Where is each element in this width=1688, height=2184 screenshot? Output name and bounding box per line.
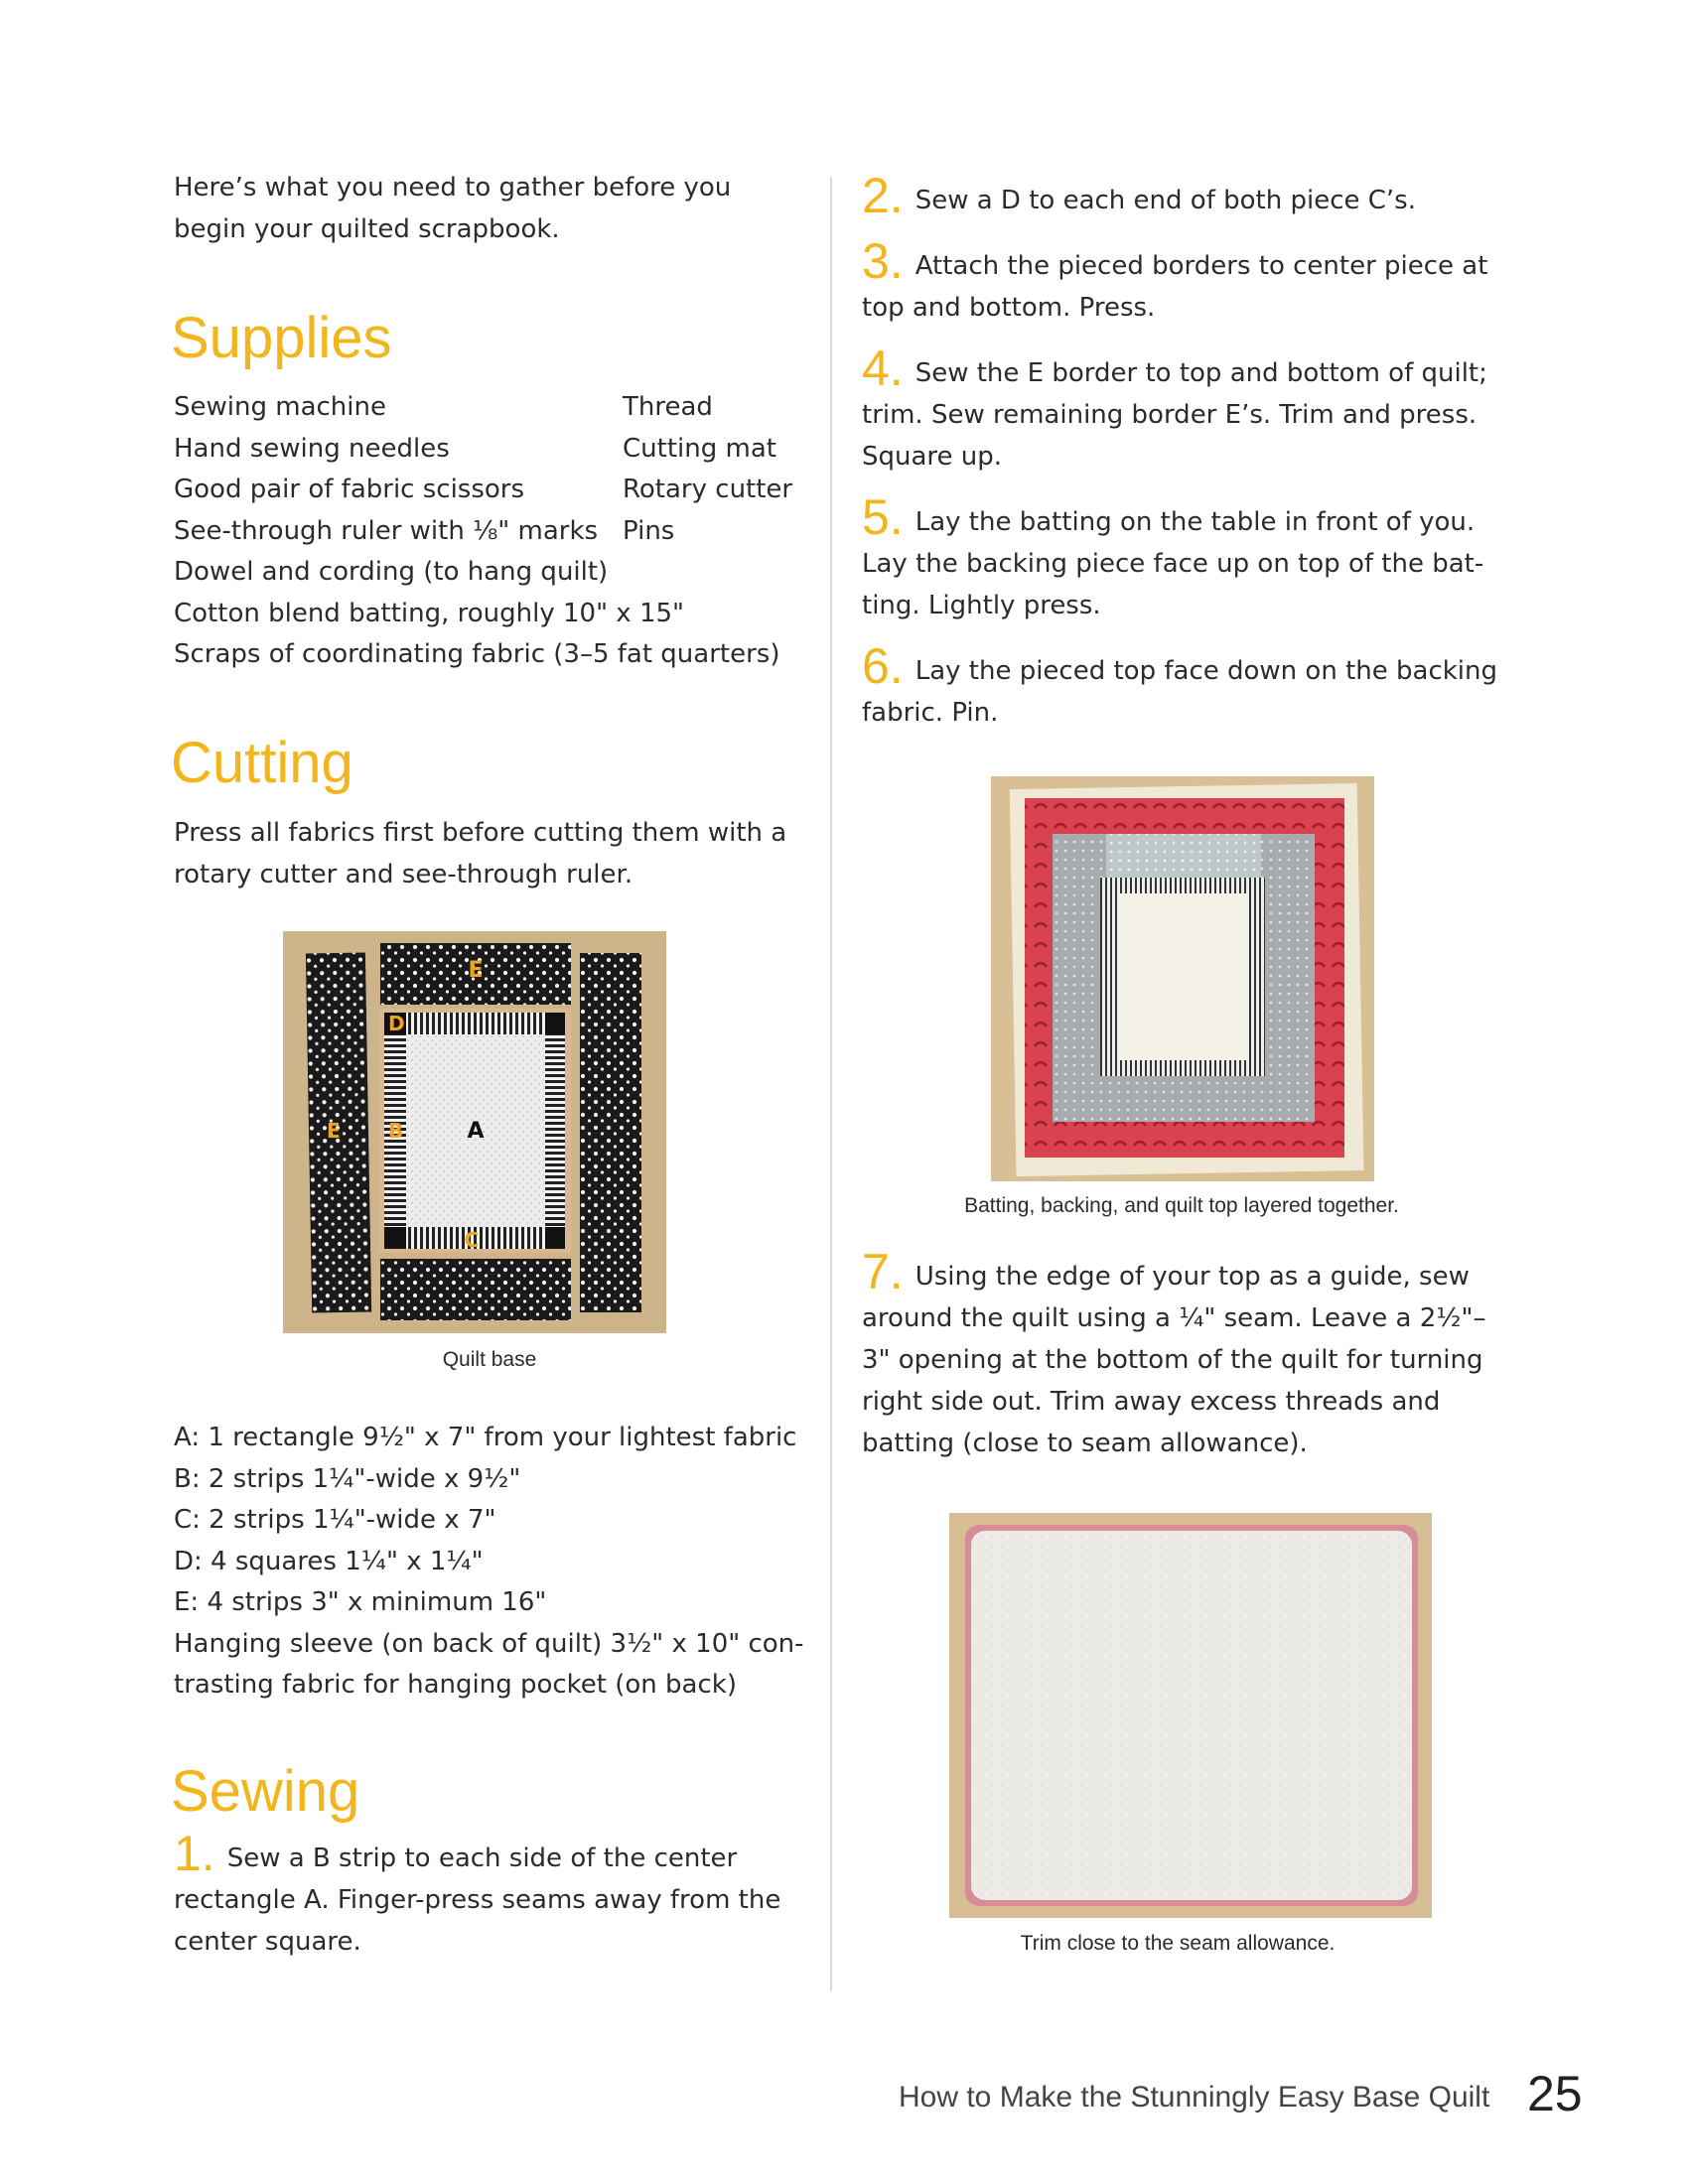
column-divider xyxy=(830,177,832,1991)
step-number: 4. xyxy=(862,341,904,396)
step-number: 7. xyxy=(862,1244,904,1299)
list-item: B: 2 strips 1¼"-wide x 9½" xyxy=(174,1463,521,1494)
footer-title: How to Make the Stunningly Easy Base Quilt xyxy=(899,2081,1490,2114)
list-item: Good pair of fabric scissors xyxy=(174,475,525,504)
label-a: A xyxy=(467,1119,485,1144)
step-number: 3. xyxy=(862,233,904,289)
list-item: Cutting mat xyxy=(623,433,776,464)
list-item: Hanging sleeve (on back of quilt) 3½" x 10" con- xyxy=(174,1628,804,1659)
list-item: C: 2 strips 1¼"-wide x 7" xyxy=(174,1505,496,1535)
label-b: B xyxy=(388,1119,404,1143)
cutting-heading: Cutting xyxy=(171,731,353,795)
supplies-list-right xyxy=(623,387,792,552)
label-e-side: E xyxy=(327,1119,341,1143)
step-text: Using the edge of your top as a guide, sew around the quilt using a ¼" seam. Leave a 2½"–3" opening at the bottom of the quilt for turning right side out. Trim away excess threads and batting (close to seam allowance). xyxy=(862,1262,1486,1458)
list-item: See-through ruler with ⅛" marks xyxy=(174,515,599,546)
list-item: Sewing machine xyxy=(174,392,386,422)
label-d: D xyxy=(388,1012,405,1035)
page-number: 25 xyxy=(1527,2066,1583,2121)
trim-caption: Trim close to the seam allowance. xyxy=(1020,1932,1336,1955)
list-item: D: 4 squares 1¼" x 1¼" xyxy=(174,1546,484,1576)
step-text: Sew a D to each end of both piece C’s. xyxy=(914,186,1416,215)
step-text: Lay the pieced top face down on the backing fabric. Pin. xyxy=(862,656,1497,728)
list-item: Cotton blend batting, roughly 10" x 15" xyxy=(174,598,684,628)
label-e: E xyxy=(468,958,484,983)
step-number: 1. xyxy=(174,1826,215,1881)
sewing-step-1 xyxy=(174,1826,789,1963)
layered-quilt-photo xyxy=(991,776,1374,1181)
sewing-heading: Sewing xyxy=(171,1759,360,1824)
quilt-base-photo xyxy=(283,931,666,1333)
sewing-step-3 xyxy=(862,233,1497,329)
cutting-intro: Press all fabrics first before cutting them with a rotary cutter and see-through ruler. xyxy=(174,818,787,889)
list-item: A: 1 rectangle 9½" x 7" from your lightest fabric xyxy=(174,1423,797,1452)
cutting-list xyxy=(174,1418,804,1706)
step-text: Sew a B strip to each side of the center rectangle A. Finger-press seams away from the center square. xyxy=(174,1843,781,1957)
layered-caption: Batting, backing, and quilt top layered together. xyxy=(964,1194,1399,1217)
list-item: Pins xyxy=(623,515,675,546)
list-item: E: 4 strips 3" x minimum 16" xyxy=(174,1587,547,1617)
sewing-step-7 xyxy=(862,1244,1497,1464)
step-number: 6. xyxy=(862,638,904,694)
list-item: Hand sewing needles xyxy=(174,433,450,464)
step-text: Sew the E border to top and bottom of quilt; trim. Sew remaining border E’s. Trim and press. Square up. xyxy=(862,358,1487,472)
list-item: Dowel and cording (to hang quilt) xyxy=(174,557,609,587)
list-item: Scraps of coordinating fabric (3–5 fat quarters) xyxy=(174,639,780,669)
supplies-heading: Supplies xyxy=(171,306,392,370)
list-item: trasting fabric for hanging pocket (on back) xyxy=(174,1670,737,1700)
sewing-step-5 xyxy=(862,489,1497,626)
quilt-base-caption: Quilt base xyxy=(442,1348,537,1371)
intro-text: Here’s what you need to gather before you begin your quilted scrapbook. xyxy=(174,173,732,244)
trimmed-quilt-photo xyxy=(949,1513,1432,1918)
sewing-step-6 xyxy=(862,638,1497,734)
step-number: 5. xyxy=(862,489,904,545)
step-text: Lay the batting on the table in front of you. Lay the backing piece face up on top of the bat-ting. Lightly press. xyxy=(862,507,1484,620)
step-number: 2. xyxy=(862,168,904,223)
step-text: Attach the pieced borders to center piece at top and bottom. Press. xyxy=(862,251,1488,323)
list-item: Rotary cutter xyxy=(623,475,793,504)
sewing-step-4 xyxy=(862,341,1497,478)
list-item: Thread xyxy=(623,392,713,422)
sewing-step-2 xyxy=(862,168,1497,223)
label-c: C xyxy=(464,1228,480,1252)
